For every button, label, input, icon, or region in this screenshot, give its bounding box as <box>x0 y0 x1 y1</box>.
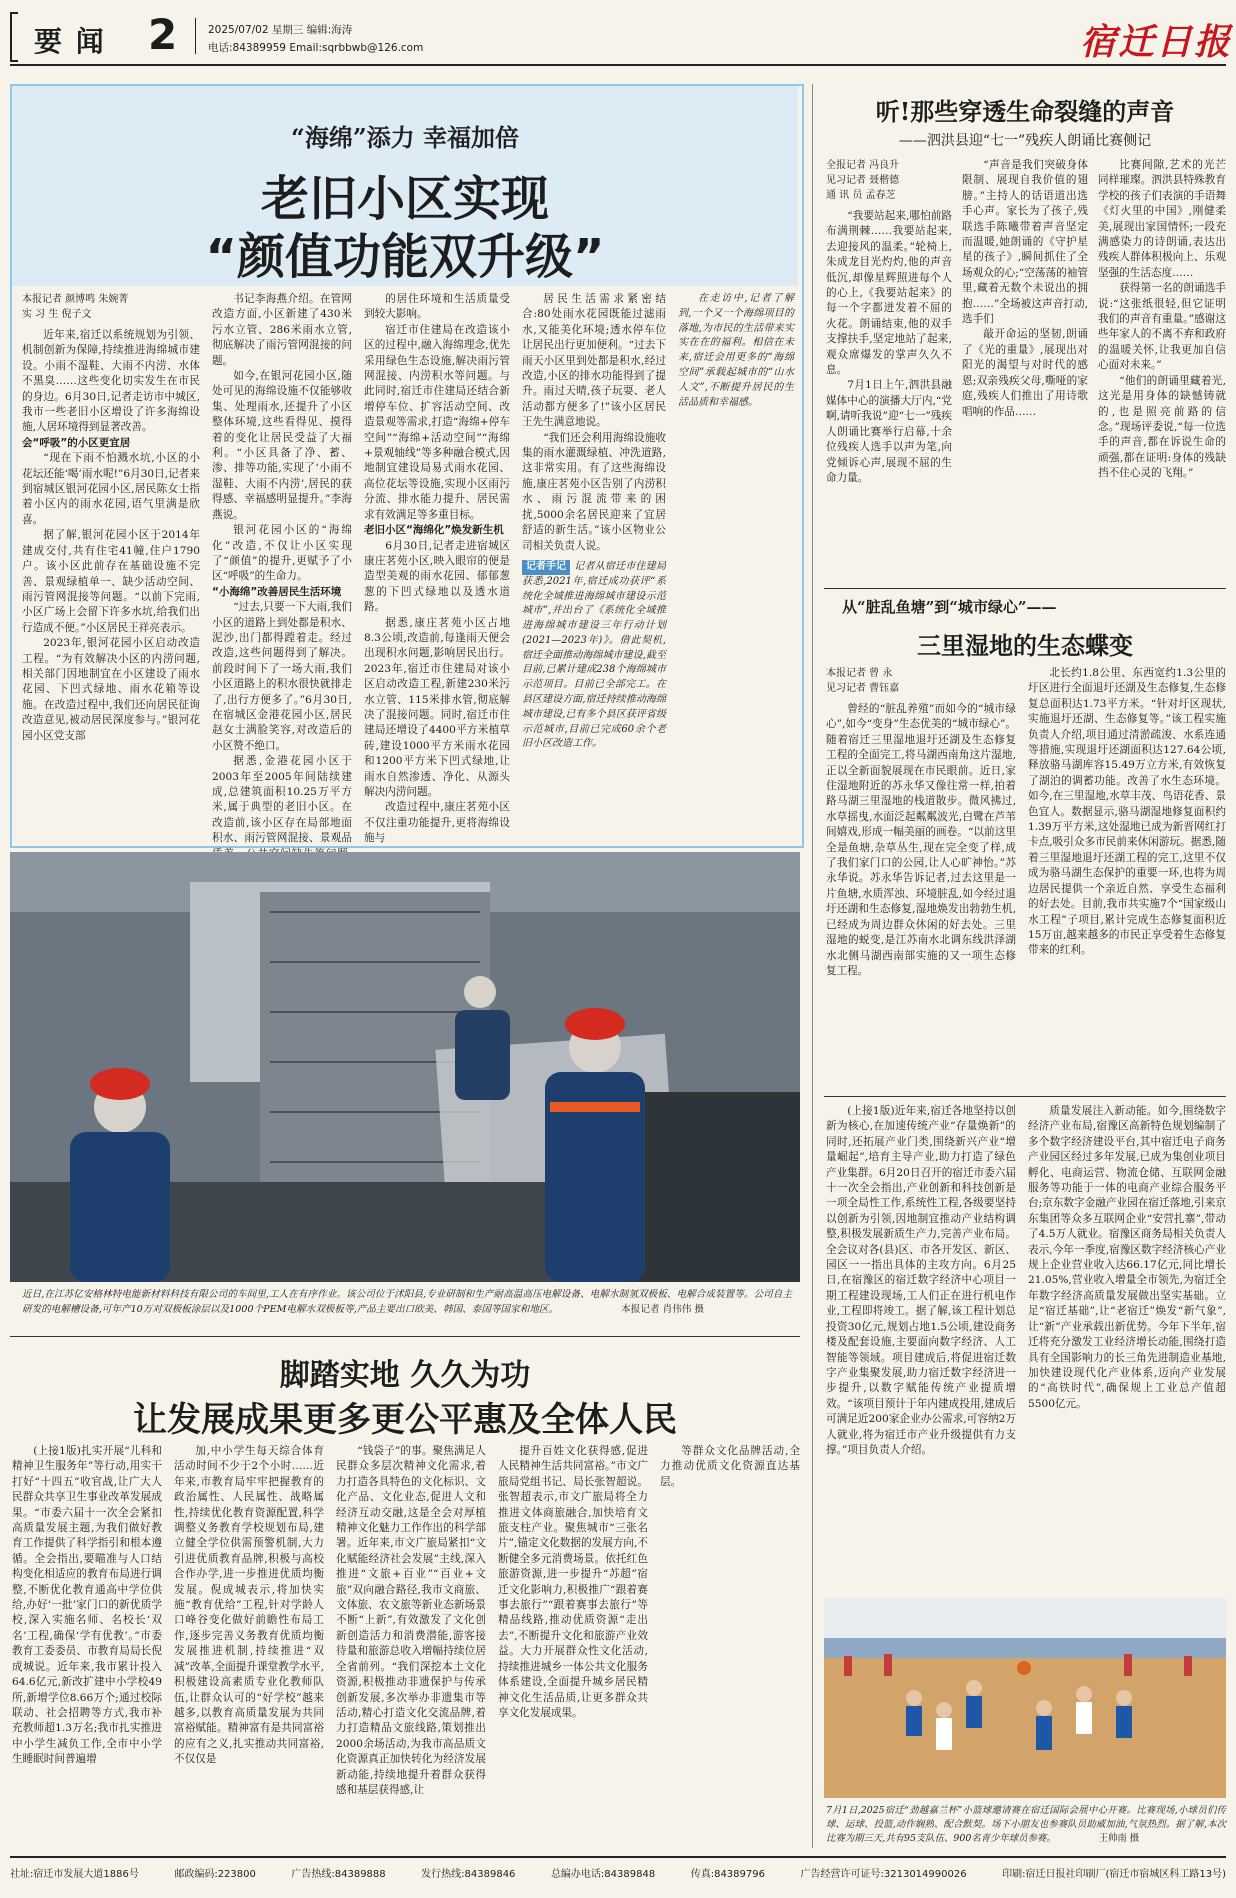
lead-paragraph: 据悉,金港花园小区于2003年至2005年间陆续建成,总建筑面积10.25万平方米,属于典型的老旧小区。在改造前,该小区存在局部地面积水、雨污管网混接、景观品 <box>212 755 352 845</box>
right-mid-byline <box>826 666 1016 696</box>
section-label: 要 闻 <box>34 25 106 58</box>
footer-fax: 传真:84389796 <box>690 1869 765 1880</box>
right-top-subtitle: ——泗洪县迎“七一”残疾人朗诵比赛侧记 <box>898 133 1152 149</box>
lead-byline-2: 实 习 生 倪子文 <box>22 309 92 320</box>
right-mid-column-2 <box>1028 666 1226 1088</box>
footer-address: 社址:宿迁市发展大道1886号 <box>10 1869 139 1880</box>
lead-column-3 <box>364 292 510 845</box>
lead-paragraph: 2023年,银河花园小区启动改造工程。“为有效解决小区的内涝问题,相关部门因地制宜在小区建设了雨水花园、下凹式绿地、雨水花箱等设施。在改造过程中,我们还向居民征询改造意见,被动居民深度参与。”银河花园小区党支部 <box>22 637 200 742</box>
bottom-title-line1: 脚踏实地 久久为功 <box>279 1358 531 1393</box>
reporter-note-text: 记者从宿迁市住建局获悉,2021年,宿迁成功获评“系统化全域推进海绵城市建设示范城市”,并出台了《系统化全域推进海绵城市建设三年行动计划(2021—2023年)》。借此契机,宿迁全面推动海绵城市建设,截至目前,已累计建成238个海绵城市示范项目。目前已全部完工。在县区建设方面,宿迁持续推动海绵城市建设,已有多个县区获评省级示范城市,目前已完成60余个老旧小区改造工作。 <box>522 560 666 750</box>
right-top-byline-1: 全报记者 冯良升 <box>826 160 900 171</box>
footer-distribution-hotline: 发行热线:84389846 <box>421 1869 516 1880</box>
basketball-photo-caption-text: 7月1日,2025宿迁“劲越嘉兰杯”小篮球邀请赛在宿迁国际会展中心开赛。比赛现场,小球员们传球、运球、投篮,动作娴熟、配合默契。场下小朋友也参赛队员助威加油,气氛热烈。据了解,本次比赛为期三天,共有95支队伍、900名青少年球员参赛。 <box>826 1805 1226 1844</box>
lead-paragraph: 如今,在银河花园小区,随处可见的海绵设施不仅能够收集、处理雨水,还提升了小区整体环境,这些看得见、摸得着的变化让居民受益了大福利。“小区具备了净、蓄、渗、排等功能,实现了‘小雨不湿鞋、大雨不内涝’,居民的获得感、幸福感明显提升。”李海燕说。 <box>212 370 352 521</box>
lead-paragraph: 银河花园小区的“海绵化”改造,不仅让小区实现了“颜值”的提升,更赋予了小区“呼吸”的生命力。 <box>212 524 352 583</box>
basketball-photo-credit: 王帅南 摄 <box>1098 1833 1140 1844</box>
bottom-column-5 <box>660 1444 800 1848</box>
lead-paragraph: 居民生活需求紧密结合:80处雨水花园既能过滤雨水,又能美化环境;透水停车位让居民出行更加便利。“过去下雨天小区里到处都是积水,经过改造,小区的排水功能得到了提升。雨过天晴,孩子玩耍、老人活动都方便多了!”该小区居民王先生满意地说。 <box>522 293 666 429</box>
basketball-scene-illustration <box>824 1598 1226 1798</box>
right-top-paragraph: 获得第一名的朗诵选手说:“这张纸很轻,但它证明我们的声音有重量。”感谢这些年家人的不离不弃和政府的温暖关怀,让我更加自信心面对未来。” <box>1098 282 1226 372</box>
right-top-column-2 <box>962 158 1088 576</box>
bottom-column-1 <box>12 1444 162 1848</box>
right-column-divider <box>812 84 813 1848</box>
right-top-byline-3: 通 讯 员 孟春芝 <box>826 190 896 201</box>
bottom-paragraph: “钱袋子”的事。聚焦满足人民群众多层次精神文化需求,着力打造各具特色的文化标识、文化产品、文化业态,促进人文和经济互动交融,这是全会对厚植精神文化魅力工作作出的科学部署。近年来,市文广旅局紧扣“文化赋能经济社会发展”主线,深入推进“文旅+百业”“百业+文旅”双向融合路径,我市文商旅、文体旅、农文旅等新业态新场景不断“上新”,有效激发了文化创新创造活力和消费潜能,游客接待量和旅游总收入增幅持续位居全省前列。“我们深挖本土文化资源,积极推动非遗保护与传承创新发展,多次举办非遗集市等活动,精心打造文化交流品牌,着力打造精品文旅线路,策划推出2000余场活动,为我市高品质文化资源真正加快转化为经济发展新动能,持续地提升着群众获得感和基层获得感,让 <box>336 1445 486 1796</box>
right-mid-byline-2: 见习记者 曹钰嘉 <box>826 683 900 694</box>
paper-name-logo: 宿迁日报 <box>1080 21 1233 63</box>
bottom-column-2 <box>174 1444 324 1848</box>
lead-column-4 <box>522 292 666 840</box>
lead-paragraph: “我们还会利用海绵设施收集的雨水灌溉绿植、冲洗道路,这非常实用。有了这些海绵设施,康庄茗苑小区告别了内涝积水、雨污混流带来的困扰,5000余名居民迎来了宜居舒适的新生活。”该小区物业公司相关负责人说。 <box>522 431 666 552</box>
bottom-paragraph: 加,中小学生每天综合体育活动时间不少于2个小时……近年来,市教育局牢牢把握教育的政治属性、人民属性、战略属性,持续优化教育资源配置,科学调整义务教育学校规划布局,建立健全学位供需预警机制,大力引进优质教育品牌,积极与高校合作办学,进一步推进优质均衡发展。倪成城表示,将加快实施“教育优给”工程,针对学龄人口峰谷变化做好前瞻性布局工作,逐步完善义务教育优质均衡发展推进机制,持续推进“双减”改革,全面提升课堂教学水平,积极建设高素质专业化教师队伍,让群众认可的“好学校”越来越多,以教育高质量发展为共同富裕赋能。精神富有是共同富裕的应有之义,扎实推动共同富裕,不仅仅是 <box>174 1445 324 1766</box>
right-top-byline-2: 见习记者 聂楷德 <box>826 175 900 186</box>
bottom-paragraph: 等群众文化品牌活动,全力推动优质文化资源直达基层。 <box>660 1445 800 1488</box>
right-top-paragraph: 敲开命运的坚韧,朗诵了《光的重量》,展现出对阳光的渴望与对时代的感恩;双亲残疾父母,嘶哑的家庭,残疾人们推出了用诗歌唱响的作品…… <box>962 328 1088 418</box>
right-top-column-3 <box>1098 158 1226 576</box>
lead-paragraph: 宿迁市住建局在改造该小区的过程中,融入海绵理念,优先采用绿色生态设施,解决雨污管网混接、内涝积水等问题。与此同时,宿迁市住建局还结合新增停车位、扩容活动空间、改造景观等需求,打造“海绵+停车空间”“海绵+活动空间”“海绵+景观轴线”等多种融合模式,因地制宜建设局易式雨水花园、高位花坛等设施,实现小区雨污分流、排水能力提升、居民需求有效满足等多重目标。 <box>364 323 510 521</box>
lead-paragraph: 书记李海燕介绍。在管网改造方面,小区新建了430米污水立管、286米雨水立管,彻底解决了雨污管网混接的问题。 <box>212 293 352 367</box>
lead-paragraph: 据了解,银河花园小区于2014年建成交付,共有住宅41幢,住户1790户。该小区此前存在基础设施不完善、景观绿植单一、缺少活动空间、雨污管网混接等问题。“以前下完雨,小区广场上会留下许多水坑,给我们出行造成不便。”小区居民王祥亮表示。 <box>22 529 200 634</box>
right-top-column-1 <box>826 158 952 576</box>
lead-paragraph: “现在下雨不怕溅水坑,小区的小花坛还能‘喝’雨水呢!”6月30日,记者来到宿城区银河花园小区,居民陈女士指着小区内的雨水花园,语气里满是欣喜。 <box>22 452 200 526</box>
right-bottom-paragraph: 质量发展注入新动能。如今,围绕数字经济产业布局,宿豫区高新特色规划编制了多个数字经济建设平台,其中宿迁电子商务产业园区经过多年发展,已成为集创业项目孵化、电商运营、物流仓储、互联网金融服务等功能于一体的电商产业综合服务平台;京东数字金融产业园在宿迁落地,引来京东集团等众多互联网企业“安营扎寨”,带动了4.5万人就业。宿豫区商务局相关负责人表示,今年一季度,宿豫区数字经济核心产业规上企业营业收入达66.17亿元,同比增长21.05%,营业收入增量全市领先,为宿迁全年数字经济高质量发展做出坚实基础。立足“宿迁基础”,让“老宿迁”焕发“新气象”,让“新”产业承载出新优势。今年下半年,宿迁将充分激发工业经济增长动能,围绕打造具有全国影响力的长三角先进制造业基地,加快建设现代化产业体系,迈向产业发展的“高铁时代”,确保规上工业总产值超5500亿元。 <box>1028 1105 1226 1410</box>
right-top-title: 听!那些穿透生命裂缝的声音 <box>875 97 1175 126</box>
reporter-note-text-2: 在走访中,记者了解到,一个又一个海绵项目的落地,为市民的生活带来实实在在的福利。相信在未来,宿迁会用更多的“海绵空间”承载起城市的“山水人文”,不断提升居民的生活品质和幸福感。 <box>678 293 794 408</box>
lead-byline-1: 本报记者 颜博鸣 朱婉菁 <box>22 294 129 305</box>
lead-subhead-1: 会“呼吸”的小区更宜居 <box>22 436 131 449</box>
lead-paragraph: 6月30日,记者走进宿城区康庄茗苑小区,映入眼帘的便是造型美观的雨水花园、郁郁葱葱的下凹式绿地以及透水道路。 <box>364 539 510 614</box>
footer-bar <box>10 1864 1226 1886</box>
right-bottom-column-1 <box>826 1104 1016 1586</box>
right-mid-top-rule <box>824 588 1226 589</box>
date-line: 2025/07/02 星期三 编辑:海涛 <box>208 24 353 36</box>
lead-paragraph: 的居住环境和生活质量受到较大影响。 <box>364 293 510 321</box>
lead-column-5 <box>678 292 794 652</box>
lead-byline <box>22 292 200 322</box>
lead-title-line1: 老旧小区实现 <box>260 171 549 227</box>
right-mid-kicker: 从“脏乱鱼塘”到“城市绿心”—— <box>842 598 1057 616</box>
reporter-note-tag: 记者手记 <box>522 560 570 575</box>
right-top-paragraph: 比赛间隙,艺术的光芒同样璀璨。泗洪县特殊教育学校的孩子们表演的手语舞《灯火里的中国》,刚健柔美,展现出家国情怀;一段充满感染力的诗朗诵,表达出残疾人群体积极向上、乐观坚强的生活态度…… <box>1098 159 1226 279</box>
right-mid-title: 三里湿地的生态蝶变 <box>917 631 1133 660</box>
right-top-byline <box>826 158 952 203</box>
lead-paragraph: 近年来,宿迁以系统规划为引领、机制创新为保障,持续推进海绵城市建设。小雨不湿鞋、大雨不内涝、水体不黑臭……这些变化切实发生在市民的身边。6月30日,记者走访市中城区,我市一些老旧小区增设了许多海绵设施,人居环境得到显著改善。 <box>22 329 200 434</box>
factory-photo-caption <box>22 1288 792 1317</box>
masthead-rule <box>10 64 1226 66</box>
right-bottom-column-2 <box>1028 1104 1226 1586</box>
bottom-column-4 <box>498 1444 648 1848</box>
bottom-paragraph: (上接1版)扎实开展“儿科和精神卫生服务年”等行动,用实干打好“十四五”收官战,让广大人民群众共享卫生事业改革发展成果。“市委六届十一次全会紧扣高质量发展主题,为我们做好教育工作提供了科学指引和根本遵循。全会指出,要瞄准与人口结构变化相适应的教育布局进行调整,不断优化教育通高中学位供给,办好‘一批’家门口的新优质学校,深入实施名师、名校长‘双名’工程,确保‘学有优教’。”市委教育工委委员、市教育局局长倪成城说。近年来,我市累计投入64.6亿元,新改扩建中小学校49所,新增学位8.66万个;通过校际联动、社会招聘等方式,我市补充教师超1.3万名;我市扎实推进中小学生减负工作,全市中小学生睡眠时间普遍增 <box>12 1445 162 1766</box>
right-bottom-paragraph: (上接1版)近年来,宿迁各地坚持以创新为核心,在加速传统产业“存量焕新”的同时,还拓展产业门类,围绕新兴产业“增量崛起”,培育主导产业,助力打造了绿色产业集群。6月20日召开的宿迁市委六届十一次全会指出,产业创新和科技创新是一项全局性工作,系统性工程,各级要坚持以创新为引领,因地制宜推动产业结构调整,积极发展新质生产力,完善产业布局。全会议对各(县)区、市各开发区、新区、园区一一指出具体的主攻方向。6月25日,在宿豫区的宿迁数字经济中心项目一期工程建设现场,工人们正在进行机电作业,工程即将竣工。据了解,该工程计划总投资30亿元,规划占地1.5公顷,建设商务楼及配套设施,主要面向数字经济、人工智能等领域。项目建成后,将促进宿迁数字产业集聚发展,助力宿迁数字经济进一步提升,以数字赋能传统产业提质增效。“该项目预计于年内建成投用,建成后可满足近200家企业办公需求,可容纳2万人就业,将为宿迁市产业升级提供有力支撑。”项目负责人介绍。 <box>826 1105 1016 1456</box>
right-top-paragraph: “声音是我们突破身体限制、展现自我价值的翅膀。”主持人的话语道出选手心声。家长为了孩子,残联选手陈曦带着声音坚定而温暖,她朗诵的《守护星星的孩子》,瞬间抓住了全场观众的心;“空荡荡的袖管里,藏着无数个未说出的拥抱……”全场被这声音打动,选手们 <box>962 159 1088 326</box>
bottom-title-line2: 让发展成果更多更公平惠及全体人民 <box>133 1400 677 1440</box>
right-mid-paragraph: 曾经的“脏乱养殖”而如今的“城市绿心”,如今“变身”生态优美的“城市绿心”。随着宿迁三里湿地退圩还湖及生态修复工程的全面完工,将马湖西南角这片湿地,正以全新面貌展现在市民眼前。近日,家住湿地附近的苏永华又像往常一样,拍着路马湖三里湿地的栈道散步。微风拂过,水草摇曳,水面泛起粼粼波光,白鹭在芦苇间嬉戏,形成一幅美丽的画卷。“以前这里全是鱼塘,杂草丛生,现在完全变了样,成了我们家门口的公园,让人心旷神怡。”苏永华说。苏永华告诉记者,过去这里是一片鱼塘,水质浑浊、环境脏乱,如今经过退圩还湖和生态修复,湿地焕发出勃勃生机,已经成为周边群众休闲的好去处。三里湿地的蜕变,是江苏南水北调东线洪泽湖水北侧马湖西南部实施的又一项生态修复工程。 <box>826 703 1016 977</box>
footer-editorial-phone: 总编办电话:84389848 <box>550 1869 656 1880</box>
footer-ad-license: 广告经营许可证号:3213014990026 <box>800 1869 967 1880</box>
lead-subhead-2: “小海绵”改善居民生活环境 <box>212 585 342 598</box>
lead-title-line2: “颜值功能双升级” <box>205 229 605 285</box>
factory-scene-illustration <box>10 852 800 1282</box>
lead-paragraph: 改造过程中,康庄茗苑小区不仅注重功能提升,更将海绵设施与 <box>364 801 510 845</box>
lead-column-1 <box>22 292 200 840</box>
basketball-photo-caption <box>826 1804 1226 1846</box>
masthead-divider <box>195 18 196 54</box>
factory-photo-credit: 本报记者 肖伟伟 摄 <box>621 1303 705 1315</box>
footer-postcode: 邮政编码:223800 <box>174 1869 256 1880</box>
right-mid-paragraph: 北长约1.8公里、东西宽约1.3公里的圩区进行全面退圩还湖及生态修复,生态修复总面积达1.73平方米。“针对圩区现状,实施退圩还湖、生态修复等。”该工程实施负责人介绍,项目通过清淤疏浚、水系连通等措施,实现退圩还湖面积达127.64公顷,释放骆马湖库容15.49万立方米,有效恢复了湖泊的调蓄功能。改善了水生态环境。如今,在三里湿地,水草丰茂、鸟语花香、景色宜人。数据显示,骆马湖湿地修复面积约1.39万平方米,这处湿地已成为新晋网红打卡点,吸引众多市民前来休闲游玩。据悉,随着三里湿地退圩还湖工程的完工,这里不仅成为骆马湖生态保护的重要一环,也将为周边居民提供一个亲近自然、享受生态福利的好去处。目前,我市共实施7个“国家级山水工程”子项目,累计完成生态修复面积近15万亩,越来越多的市民正享受着生态修复带来的红利。 <box>1028 667 1226 957</box>
lead-paragraph: 据悉,康庄茗苑小区占地8.3公顷,改造前,每逢雨天便会出现积水问题,影响居民出行。2023年,宿迁市住建局对该小区启动改造工程,新建230米污水立管、115米排水管,彻底解决了混接问题。同时,宿迁市住建局还增设了4400平方米植草砖,建设1000平方米雨水花园和1200平方米下凹式绿地,让雨水自然渗透、净化、从源头解决内涝问题。 <box>364 616 510 798</box>
bottom-paragraph: 提升百姓文化获得感,促进人民精神生活共同富裕。”市文广旅局党组书记、局长张智超说。张智超表示,市文广旅局将全力推进文体商旅融合,加快培育文旅支柱产业。聚焦城市“三张名片”,锚定文化数据的发展方向,不断健全多元消费场景。依托红色旅游资源,进一步提升“苏超”宿迁文化影响力,积极推广“跟着赛事去旅行”“跟着赛事去旅行”等精品线路,推动优质资源“走出去”,不断提升文化和旅游产业效益。大力开展群众性文化活动,持续推进城乡一体公共文化服务体系建设,全面提升城乡居民精神文化生活品质,让更多群众共享文化发展成果。 <box>498 1445 648 1719</box>
masthead-left-bracket <box>10 12 18 62</box>
footer-printer: 印刷:宿迁日报社印刷厂(宿迁市宿城区科工路13号) <box>1002 1869 1226 1880</box>
lead-kicker: “海绵”添力 幸福加倍 <box>291 123 519 152</box>
right-top-paragraph: “他们的朗诵里藏着光,这光是用身体的缺憾铸就的,也是照亮前路的信念。”现场评委说,“每一位选手的声音,都在诉说生命的顽强,都在证明:身体的残缺挡不住心灵的飞翔。” <box>1098 374 1226 480</box>
lead-paragraph: “过去,只要一下大雨,我们小区的道路上到处都是积水、泥沙,出门都得蹚着走。经过改造,这些问题得到了解决。前段时间下了一场大雨,我们小区道路上的积水很快就排走了,出行方便多了。”6月30日,在宿城区金港花园小区,居民赵女士满脸笑容,对改造后的小区赞不绝口。 <box>212 601 352 752</box>
footer-rule <box>10 1856 1226 1858</box>
footer-ad-hotline: 广告热线:84389888 <box>291 1869 386 1880</box>
right-mid-column-1 <box>826 666 1016 1088</box>
lead-subhead-3: 老旧小区“海绵化”焕发新生机 <box>364 524 504 537</box>
right-top-paragraph: 7月1日上午,泗洪县融媒体中心的演播大厅内,“党啊,请听我说”迎“七一”残疾人朗诵比赛举行启幕,十余位残疾人选手以声为笔,向党倾诉心声,展现不屈的生命力量。 <box>826 379 952 484</box>
reporter-note <box>522 560 666 752</box>
bottom-column-3 <box>336 1444 486 1848</box>
right-bottom-top-rule <box>824 1096 1226 1097</box>
right-mid-byline-1: 本报记者 曾 永 <box>826 668 893 679</box>
bottom-story-top-rule <box>10 1336 800 1337</box>
factory-photo-caption-text: 近日,在江苏亿安格林特电能新材料科技有限公司的车间里,工人在有序作业。该公司位于沭阳县,专业研制和生产耐高温高压电解设备、电解水制氢双极板、电解合成装置等。公司自主研发的电解槽设备,可年产10万对双极板涂层以及1000个PEM电解水双极板等,产品主要出口欧美、韩国、泰国等国家和地区。 <box>22 1289 792 1315</box>
contact-line: 电话:84389959 Email:sqrbbwb@126.com <box>208 42 424 54</box>
right-top-paragraph: “我要站起来,哪怕前路布满荆棘……我要站起来,去迎接风的温柔。”轮椅上,朱成龙目光灼灼,他的声音低沉,却像星辉照进每个人的心上,《我要站起来》的每一个字都迸发着不屈的火花。朗诵结束,他的双手支撑扶手,坚定地站了起来,观众席爆发的掌声久久不息。 <box>826 210 952 377</box>
factory-workers-photo <box>10 852 800 1282</box>
lead-column-2 <box>212 292 352 845</box>
page-number: 2 <box>148 10 178 59</box>
basketball-photo <box>824 1598 1226 1798</box>
masthead <box>0 0 1236 70</box>
